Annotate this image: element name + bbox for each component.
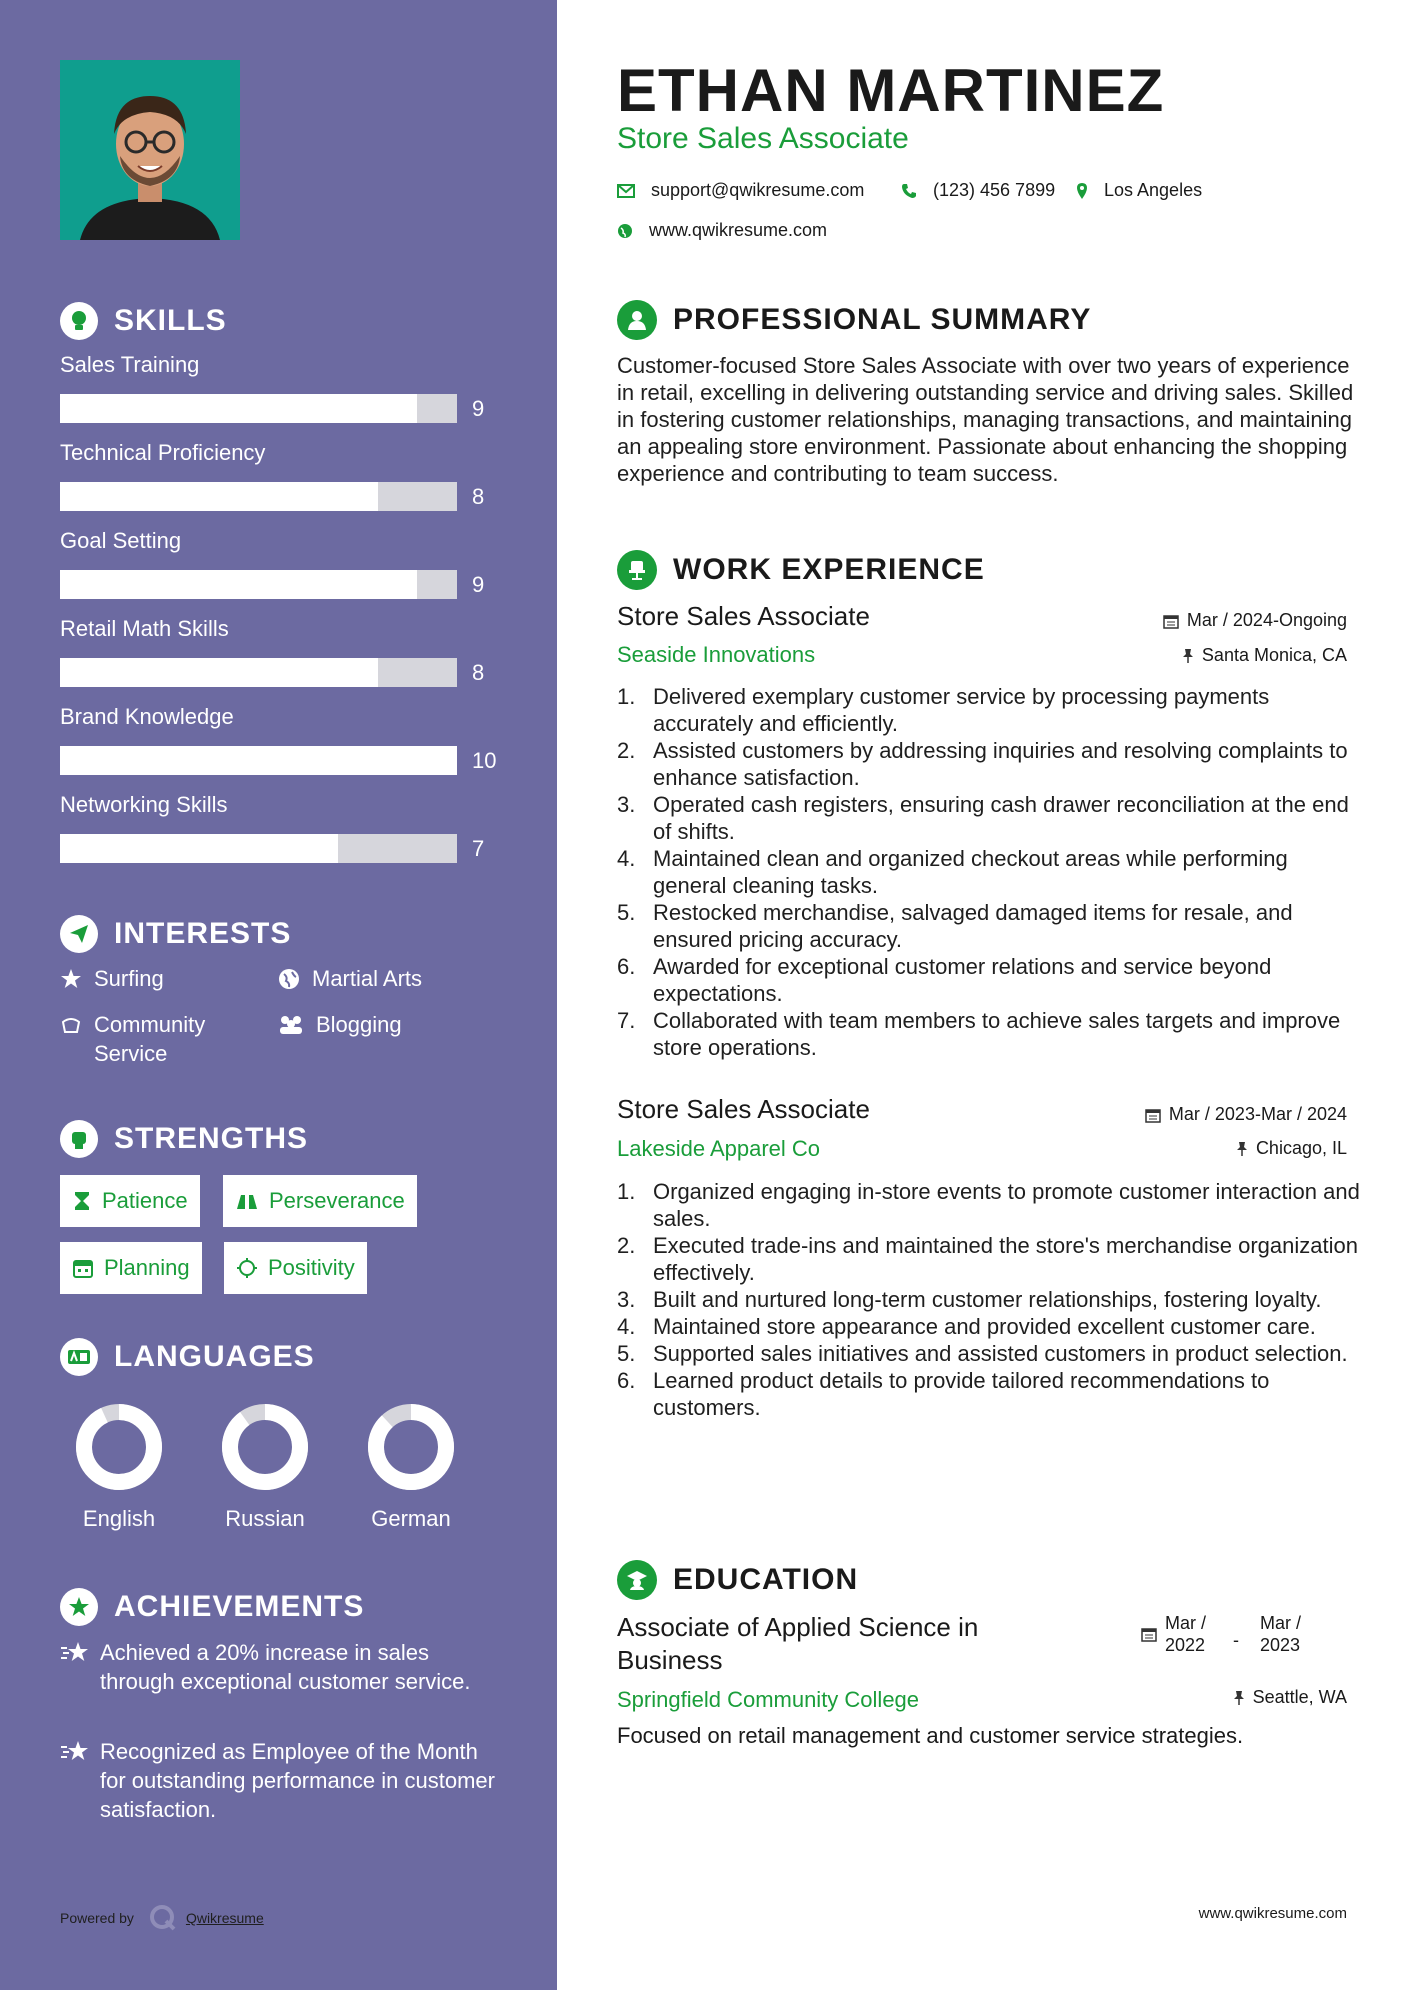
pushpin-icon (1182, 648, 1194, 664)
education-degree: Associate of Applied Science in Business (617, 1612, 979, 1675)
language-label: German (371, 1506, 451, 1531)
skill-score: 8 (472, 484, 485, 509)
calendar-icon (1145, 1107, 1161, 1123)
calendar-icon (72, 1257, 94, 1279)
star-badge-icon (60, 1588, 98, 1626)
skill-item (60, 440, 500, 509)
sidebar (0, 0, 557, 1990)
language-label: English (82, 1506, 156, 1531)
interest-label: Community Service (94, 1012, 206, 1066)
skill-bar (60, 658, 457, 687)
powered-by (60, 1903, 264, 1933)
job-dates (1145, 1104, 1347, 1125)
strength-label: Patience (102, 1188, 188, 1213)
list-item: Learned product details to provide tailored recommendations to customers. (653, 1368, 1270, 1420)
website-text[interactable]: www.qwikresume.com (649, 220, 828, 240)
users-icon (278, 1014, 304, 1036)
education-start-year: 2022 (1165, 1635, 1206, 1655)
job-dates-text: Mar / 2024-Ongoing (1186, 610, 1347, 630)
education-location-text: Seattle, WA (1252, 1687, 1347, 1707)
graduate-icon (617, 1560, 657, 1600)
skill-bar-fill (60, 834, 338, 863)
interests-heading (60, 915, 291, 953)
skill-bar (60, 482, 457, 511)
user-icon (617, 300, 657, 340)
language-donut (366, 1402, 456, 1492)
languages-heading (60, 1338, 315, 1376)
main-content (557, 0, 1407, 1990)
skill-item (60, 528, 500, 597)
globe-icon (278, 968, 300, 990)
skill-bar-fill (60, 482, 378, 511)
language-donut (220, 1402, 310, 1492)
education-end-year: 2023 (1260, 1635, 1301, 1655)
skill-score: 9 (472, 396, 485, 421)
skill-bar (60, 746, 457, 775)
job-dates-text: Mar / 2023-Mar / 2024 (1168, 1104, 1347, 1124)
calendar-icon (1141, 1626, 1157, 1642)
binoculars-icon (235, 1191, 259, 1211)
fist-icon (60, 1120, 98, 1158)
interests-title: INTERESTS (114, 917, 292, 950)
strength-label: Perseverance (269, 1188, 405, 1213)
list-item: Assisted customers by addressing inquiries and resolving complaints to enhance satisfaction. (653, 738, 1348, 790)
pushpin-icon (1236, 1141, 1248, 1157)
job-company: Lakeside Apparel Co (617, 1136, 821, 1161)
list-item: Built and nurtured long-term customer relationships, fostering loyalty. (653, 1287, 1322, 1312)
job-location (1236, 1138, 1347, 1159)
hand-icon (60, 1014, 82, 1036)
skill-name: Technical Proficiency (60, 440, 266, 465)
skill-name: Sales Training (60, 352, 200, 377)
contact-location (1076, 180, 1202, 201)
paper-plane-icon (60, 915, 98, 953)
job-duties-list (635, 1178, 1365, 1421)
strength-label: Positivity (268, 1255, 355, 1280)
skill-item (60, 792, 500, 861)
office-chair-icon (617, 550, 657, 590)
location-text: Los Angeles (1104, 180, 1203, 200)
qwikresume-link[interactable]: Qwikresume (185, 1910, 264, 1926)
experience-title: WORK EXPERIENCE (673, 553, 985, 586)
education-location (1233, 1687, 1347, 1708)
lightbulb-icon (60, 302, 98, 340)
skill-name: Retail Math Skills (60, 616, 229, 641)
languages-title: LANGUAGES (114, 1340, 315, 1373)
phone-text[interactable]: (123) 456 7899 (933, 180, 1056, 200)
education-end-month: Mar / (1260, 1613, 1302, 1633)
envelope-icon (617, 184, 635, 198)
language-item (220, 1402, 310, 1531)
portrait-image (60, 60, 240, 240)
list-item: Organized engaging in-store events to promote customer interaction and sales. (653, 1179, 1360, 1231)
job-location (1182, 645, 1347, 666)
strength-badge (223, 1175, 417, 1227)
education-heading (617, 1560, 858, 1600)
job-dates (1163, 610, 1347, 631)
achievements-heading (60, 1588, 364, 1626)
education-description: Focused on retail management and customer service strategies. (617, 1723, 1244, 1748)
interest-label: Martial Arts (312, 966, 423, 991)
skill-name: Networking Skills (60, 792, 228, 817)
skill-bar-fill (60, 746, 457, 775)
skill-bar (60, 570, 457, 599)
sun-icon (236, 1257, 258, 1279)
skill-item (60, 704, 500, 773)
strength-badge (224, 1242, 367, 1294)
strengths-title: STRENGTHS (114, 1122, 309, 1155)
summary-text: Customer-focused Store Sales Associate with over two years of experience in retail, excelling in delivering outstanding service and driving sales. Skilled in fostering customer relationships, managing transactions, and maintaining an appealing store environment. Passionate about enhancing the shopping experience and contributing to team success. (617, 353, 1354, 486)
education-date-separator: - (1233, 1630, 1239, 1650)
shooting-star-icon (60, 1739, 90, 1763)
candidate-name: ETHAN MARTINEZ (617, 57, 1165, 124)
map-pin-icon (1076, 182, 1088, 200)
education-end-date (1260, 1612, 1301, 1656)
skill-score: 9 (472, 572, 485, 597)
job-company: Seaside Innovations (617, 642, 816, 667)
phone-icon (901, 183, 917, 199)
education-school: Springfield Community College (617, 1687, 920, 1712)
shooting-star-icon (60, 1640, 90, 1664)
contact-email (617, 180, 864, 201)
language-item (366, 1402, 456, 1531)
powered-by-label: Powered by (60, 1910, 134, 1926)
interest-item (60, 1010, 240, 1068)
skill-score: 7 (472, 836, 485, 861)
strength-badge (60, 1175, 200, 1227)
interest-label: Blogging (316, 1012, 402, 1037)
language-label: Russian (225, 1506, 305, 1531)
list-item: Executed trade-ins and maintained the store's merchandise organization effectively. (653, 1233, 1358, 1285)
globe-icon (617, 223, 633, 239)
interest-item (60, 964, 164, 993)
strength-badge (60, 1242, 202, 1294)
language-item (74, 1402, 164, 1531)
experience-heading (617, 550, 985, 590)
interest-item (278, 964, 422, 993)
strengths-heading (60, 1120, 308, 1158)
skill-name: Goal Setting (60, 528, 182, 553)
skills-title: SKILLS (114, 304, 227, 337)
interest-label: Surfing (94, 966, 164, 991)
skill-name: Brand Knowledge (60, 704, 234, 729)
skills-heading (60, 302, 227, 340)
skill-score: 8 (472, 660, 485, 685)
calendar-icon (1163, 613, 1179, 629)
list-item: Awarded for exceptional customer relations and service beyond expectations. (653, 954, 1272, 1006)
achievements-title: ACHIEVEMENTS (114, 1590, 365, 1623)
skill-item (60, 352, 500, 421)
contact-website (617, 220, 827, 241)
skill-bar-fill (60, 570, 417, 599)
hourglass-icon (72, 1190, 92, 1212)
summary-heading (617, 300, 1091, 340)
achievement-item (60, 1638, 500, 1696)
email-text[interactable]: support@qwikresume.com (651, 180, 865, 200)
education-title: EDUCATION (673, 1563, 859, 1596)
qwikresume-logo-icon (148, 1903, 178, 1933)
list-item: Operated cash registers, ensuring cash drawer reconciliation at the end of shifts. (653, 792, 1349, 844)
job-duties-list (635, 683, 1365, 1061)
job-title: Store Sales Associate (617, 601, 870, 631)
language-icon (60, 1338, 98, 1376)
list-item: Supported sales initiatives and assisted customers in product selection. (653, 1341, 1348, 1366)
candidate-role: Store Sales Associate (617, 122, 909, 155)
pushpin-icon (1233, 1690, 1245, 1706)
job-title: Store Sales Associate (617, 1094, 870, 1124)
contact-phone (901, 180, 1055, 201)
list-item: Collaborated with team members to achieve sales targets and improve store operations. (653, 1008, 1341, 1060)
skill-bar (60, 394, 457, 423)
skill-bar-fill (60, 394, 417, 423)
job-location-text: Santa Monica, CA (1201, 645, 1347, 665)
skill-item (60, 616, 500, 685)
skill-score: 10 (472, 748, 497, 773)
achievement-item (60, 1737, 500, 1824)
footer-url[interactable]: www.qwikresume.com (1198, 1905, 1347, 1922)
job-location-text: Chicago, IL (1255, 1138, 1347, 1158)
interest-item (278, 1010, 402, 1039)
skill-bar (60, 834, 457, 863)
skill-bar-fill (60, 658, 378, 687)
education-start-date (1165, 1612, 1206, 1656)
language-donut (74, 1402, 164, 1492)
profile-photo (60, 60, 240, 240)
summary-title: PROFESSIONAL SUMMARY (673, 303, 1092, 336)
list-item: Restocked merchandise, salvaged damaged items for resale, and ensured pricing accuracy. (653, 900, 1293, 952)
achievement-text: Recognized as Employee of the Month for outstanding performance in customer satisfaction. (100, 1739, 495, 1822)
achievement-text: Achieved a 20% increase in sales through exceptional customer service. (100, 1640, 471, 1694)
list-item: Delivered exemplary customer service by processing payments accurately and efficiently. (653, 684, 1270, 736)
star-icon (60, 968, 82, 990)
education-start-month: Mar / (1165, 1613, 1207, 1633)
strength-label: Planning (104, 1255, 190, 1280)
list-item: Maintained store appearance and provided excellent customer care. (653, 1314, 1316, 1339)
list-item: Maintained clean and organized checkout areas while performing general cleaning tasks. (653, 846, 1288, 898)
